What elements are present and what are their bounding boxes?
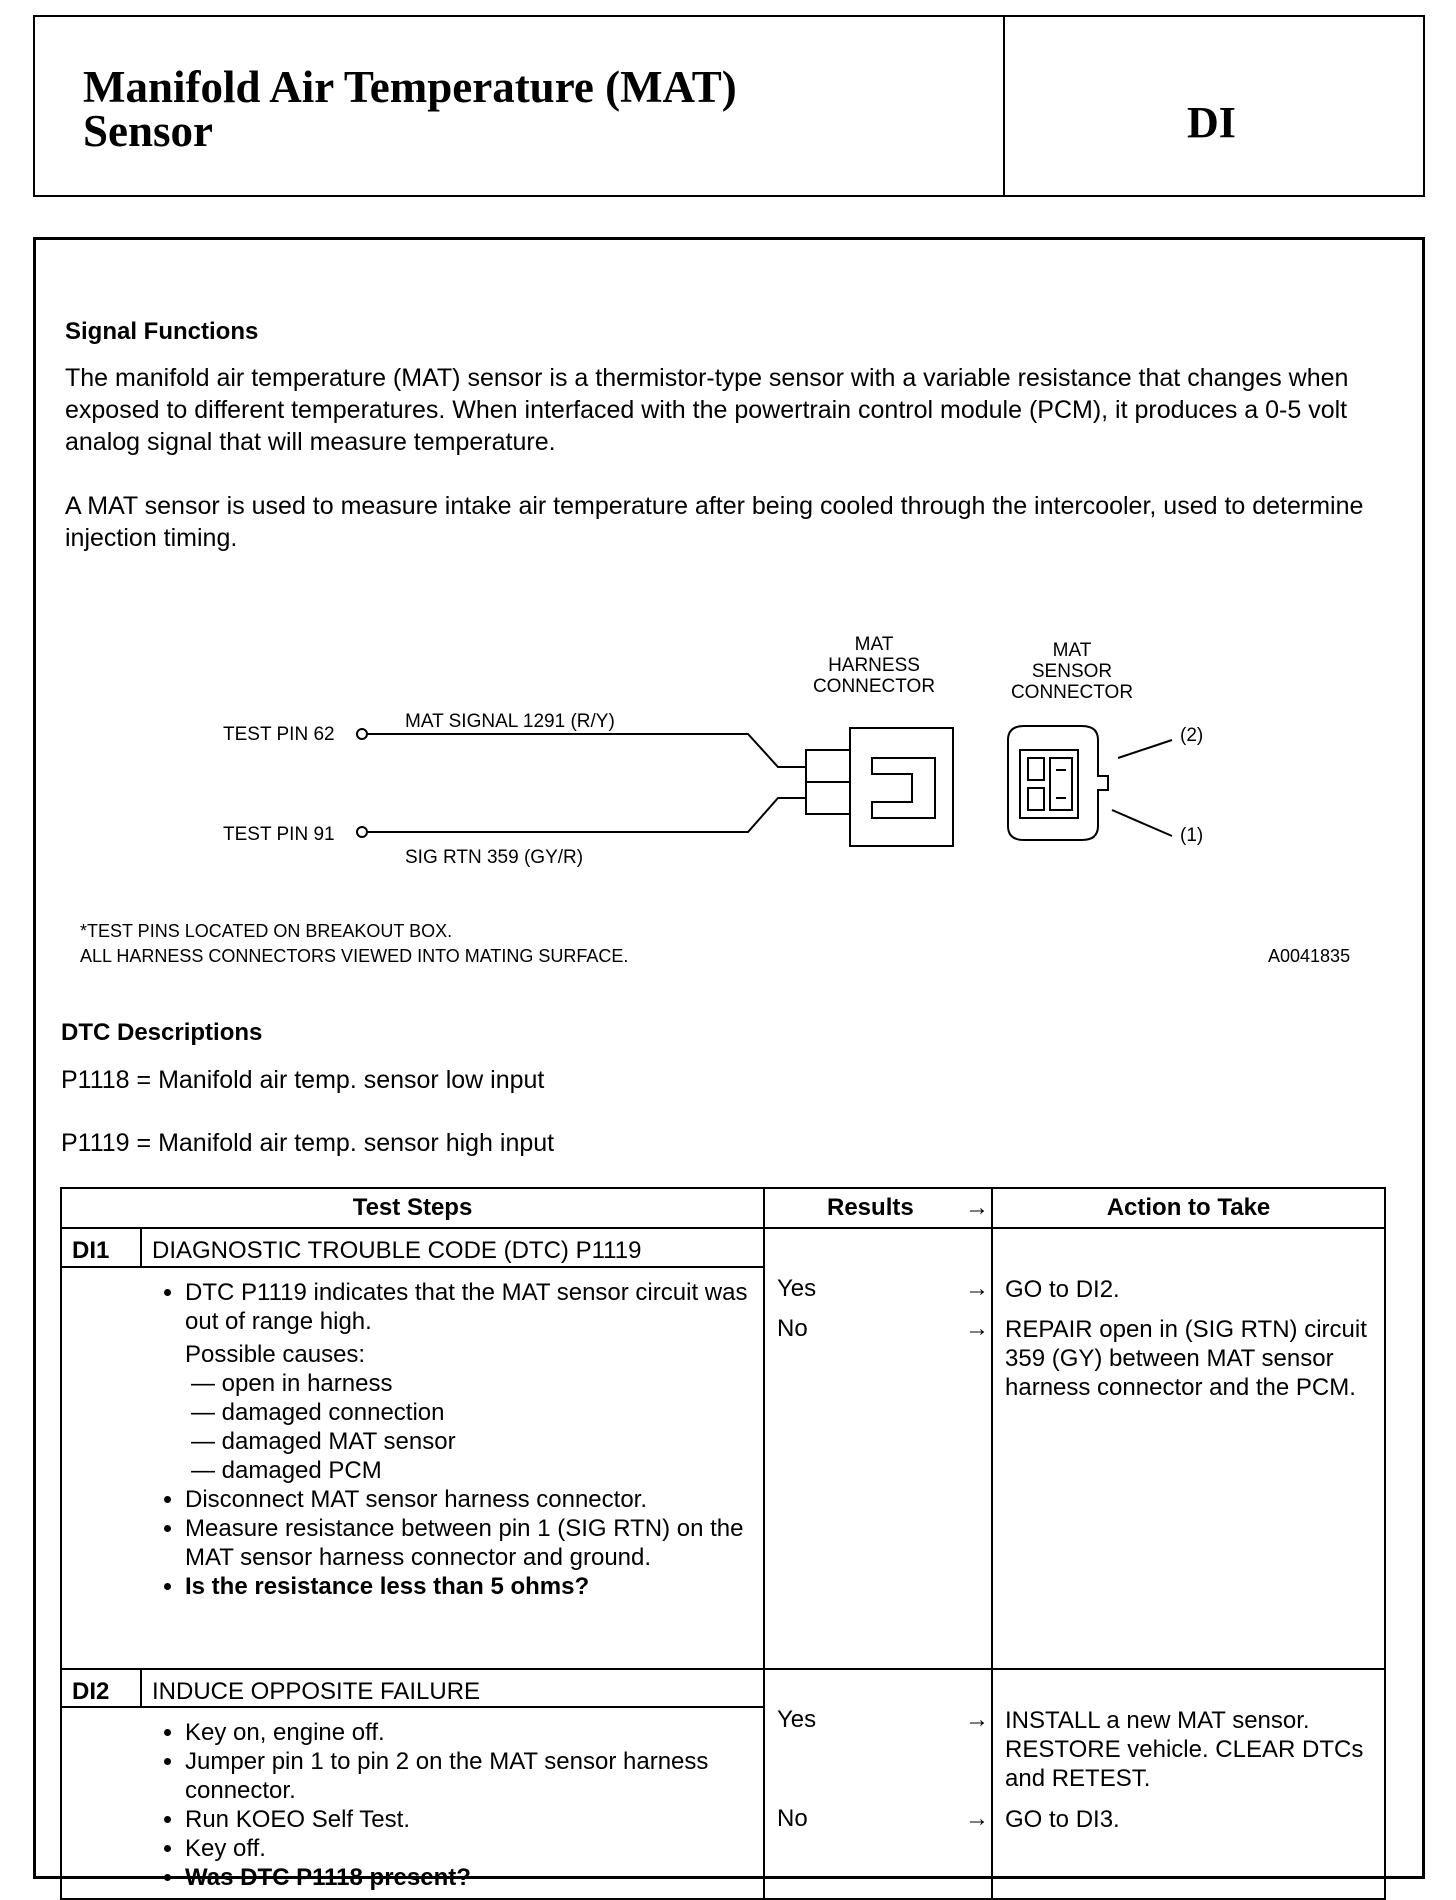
dtc-item-p1119: P1119 = Manifold air temp. sensor high input [61, 1129, 555, 1157]
steps-di2 [141, 1707, 764, 1899]
harness-label-2: HARNESS [828, 655, 920, 676]
result-no-di1: No [777, 1315, 808, 1342]
footnote-test-pins: *TEST PINS LOCATED ON BREAKOUT BOX. [80, 921, 453, 941]
steps-di1 [141, 1267, 764, 1669]
step-bullet: • Run KOEO Self Test. [185, 1805, 763, 1834]
wire-return-label: SIG RTN 359 (GY/R) [405, 847, 584, 868]
terminal-2-leader [1118, 740, 1172, 758]
arrow-icon: → [965, 1275, 989, 1302]
step-bullet: • Key off. [185, 1834, 763, 1863]
terminal-1-label: (1) [1180, 825, 1204, 846]
step-question: • Was DTC P1118 present? [185, 1863, 763, 1892]
step-title-di2: INDUCE OPPOSITE FAILURE [141, 1669, 764, 1707]
result-yes-di1: Yes [777, 1275, 817, 1302]
action-yes-di2: INSTALL a new MAT sensor. RESTORE vehicle. CLEAR DTCs and RETEST. [1005, 1707, 1364, 1792]
figure-id: A0041835 [1268, 946, 1351, 966]
sensor-label-2: SENSOR [1031, 661, 1113, 682]
possible-causes-list [185, 1369, 763, 1485]
step-bullet: • Disconnect MAT sensor harness connector. [185, 1485, 763, 1514]
sensor-label-1: MAT [1052, 640, 1092, 661]
step-id-di2: DI2 [61, 1669, 141, 1707]
action-yes-di1: GO to DI2. [1005, 1276, 1120, 1303]
dtc-heading: DTC Descriptions [61, 1019, 263, 1046]
cause-item: — open in harness [191, 1370, 393, 1397]
page-header [33, 15, 1425, 197]
actions-di2 [992, 1669, 1385, 1899]
arrow-icon: → [965, 1805, 989, 1832]
test-pin-91-label: TEST PIN 91 [223, 824, 335, 845]
header-divider [1003, 17, 1005, 195]
terminal-1-leader [1112, 810, 1172, 836]
result-no-di2: No [777, 1805, 808, 1832]
arrow-icon: → [965, 1706, 989, 1733]
step-question: • Is the resistance less than 5 ohms? [185, 1572, 763, 1601]
step-title-di1: DIAGNOSTIC TROUBLE CODE (DTC) P1119 [141, 1228, 764, 1267]
cause-item: — damaged PCM [191, 1457, 382, 1484]
harness-label-1: MAT [854, 634, 894, 655]
action-no-di1: REPAIR open in (SIG RTN) circuit 359 (GY) between MAT sensor harness connector and the PCM. [1005, 1316, 1367, 1401]
terminal-2-label: (2) [1180, 725, 1204, 746]
table-header-row [61, 1188, 1385, 1228]
page-title: Manifold Air Temperature (MAT) Sensor [83, 62, 737, 156]
step-bullet: • Measure resistance between pin 1 (SIG RTN) on the MAT sensor harness connector and ground. [185, 1514, 763, 1572]
header-test-steps: Test Steps [61, 1188, 764, 1228]
test-pin-91-terminal [357, 827, 367, 837]
result-yes-di2: Yes [777, 1706, 817, 1733]
step-bullet: • DTC P1119 indicates that the MAT sensor circuit was out of range high. Possible causes: — open in harness — damaged connection — damaged MAT sensor — damaged PCM [185, 1278, 763, 1485]
step-id-di1: DI1 [61, 1228, 141, 1267]
harness-connector [806, 728, 953, 846]
results-di2 [764, 1669, 992, 1899]
arrow-icon: → [965, 1315, 989, 1342]
harness-label-3: CONNECTOR [812, 676, 936, 697]
header-arrow: → [965, 1194, 989, 1221]
section-code: DI [1187, 98, 1236, 147]
table-row [61, 1228, 1385, 1267]
step-bullet: • Jumper pin 1 to pin 2 on the MAT sensor harness connector. [185, 1747, 763, 1805]
header-results: Results → [764, 1188, 992, 1228]
sensor-label-3: CONNECTOR [1010, 682, 1134, 703]
step-bullet: • Key on, engine off. [185, 1718, 763, 1747]
wire-return [367, 798, 806, 832]
test-pin-62-terminal [357, 729, 367, 739]
results-di1 [764, 1228, 992, 1669]
cause-item: — damaged connection [191, 1399, 445, 1426]
dtc-item-p1118: P1118 = Manifold air temp. sensor low input [61, 1066, 545, 1094]
test-steps-table [60, 1187, 1386, 1900]
cause-item: — damaged MAT sensor [191, 1428, 456, 1455]
header-action: Action to Take [992, 1188, 1385, 1228]
table-row [61, 1669, 1385, 1707]
actions-di1 [992, 1228, 1385, 1669]
wire-signal-label: MAT SIGNAL 1291 (R/Y) [405, 711, 615, 732]
footnote-harness: ALL HARNESS CONNECTORS VIEWED INTO MATING SURFACE. [80, 946, 629, 966]
possible-causes-label: Possible causes: [185, 1341, 366, 1368]
action-no-di2: GO to DI3. [1005, 1806, 1120, 1833]
signal-functions-para1: The manifold air temperature (MAT) sensor is a thermistor-type sensor with a variable resistance that changes when exposed to different temperatures. When interfaced with the powertrain control module (PCM), it produces a 0-5 volt analog signal that will measure temperature. [65, 364, 1349, 456]
sensor-connector [1008, 726, 1108, 840]
signal-functions-heading: Signal Functions [65, 318, 259, 345]
signal-functions-para2: A MAT sensor is used to measure intake air temperature after being cooled through the intercooler, used to determine injection timing. [65, 492, 1364, 552]
wiring-diagram [0, 630, 1456, 870]
wire-signal [367, 734, 806, 767]
test-pin-62-label: TEST PIN 62 [223, 724, 335, 745]
